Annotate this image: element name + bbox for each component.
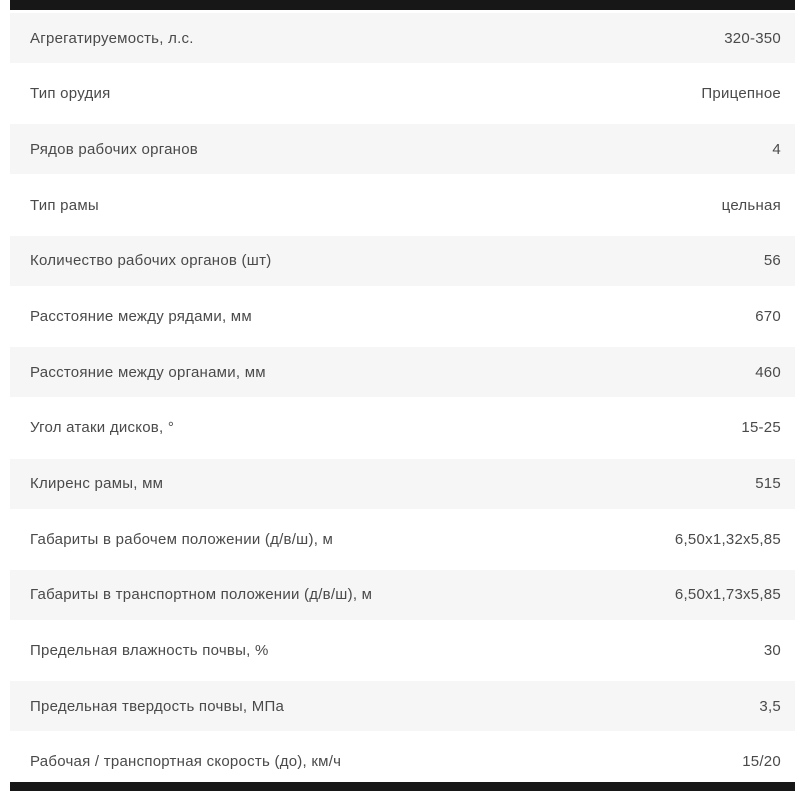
top-partial-dark-row (10, 0, 795, 10)
spec-row-value: Прицепное (701, 85, 781, 103)
spec-row-value: 15-25 (741, 419, 781, 437)
spec-row-value: 3,5 (759, 697, 781, 715)
spec-table-row (10, 737, 795, 787)
spec-row-label: Предельная твердость почвы, МПа (30, 697, 285, 715)
spec-row-value: 320-350 (724, 29, 781, 47)
spec-row-value: 4 (772, 140, 781, 158)
spec-table-row (10, 291, 795, 341)
spec-row-value: 30 (763, 642, 781, 660)
spec-row-value: 460 (755, 363, 781, 381)
spec-row-value: 15/20 (742, 753, 781, 771)
spec-row-value: 670 (755, 307, 781, 325)
spec-row-label: Рядов рабочих органов (30, 140, 199, 158)
spec-table-row (10, 570, 795, 620)
spec-table-row (10, 403, 795, 453)
spec-row-label: Тип рамы (30, 196, 99, 214)
spec-row-label: Количество рабочих органов (шт) (30, 252, 272, 270)
spec-table-row (10, 459, 795, 509)
spec-table-row (10, 13, 795, 63)
spec-row-value: 6,50х1,32х5,85 (674, 530, 781, 548)
spec-table-row (10, 236, 795, 286)
spec-row-value: цельная (721, 196, 781, 214)
spec-row-label: Расстояние между органами, мм (30, 363, 266, 381)
specifications-table (10, 13, 795, 793)
spec-table-row (10, 347, 795, 397)
spec-row-label: Габариты в рабочем положении (д/в/ш), м (30, 530, 334, 548)
spec-table-row (10, 681, 795, 731)
spec-table-row (10, 124, 795, 174)
spec-table-row (10, 514, 795, 564)
spec-table-row (10, 180, 795, 230)
spec-row-value: 515 (755, 475, 781, 492)
spec-row-label: Агрегатируемость, л.с. (30, 29, 194, 47)
spec-row-label: Предельная влажность почвы, % (30, 642, 269, 660)
spec-row-label: Расстояние между рядами, мм (30, 307, 252, 325)
spec-row-label: Тип орудия (30, 85, 111, 103)
spec-table-row (10, 69, 795, 119)
spec-row-label: Угол атаки дисков, ° (30, 419, 175, 437)
spec-row-label: Рабочая / транспортная скорость (до), км/ч (30, 753, 342, 771)
spec-row-label: Габариты в транспортном положении (д/в/ш), м (30, 586, 373, 604)
spec-row-value: 6,50х1,73х5,85 (674, 586, 781, 604)
bottom-partial-dark-row (10, 782, 795, 791)
spec-row-label: Клиренс рамы, мм (30, 475, 164, 492)
spec-table-row (10, 626, 795, 676)
spec-row-value: 56 (763, 252, 781, 270)
